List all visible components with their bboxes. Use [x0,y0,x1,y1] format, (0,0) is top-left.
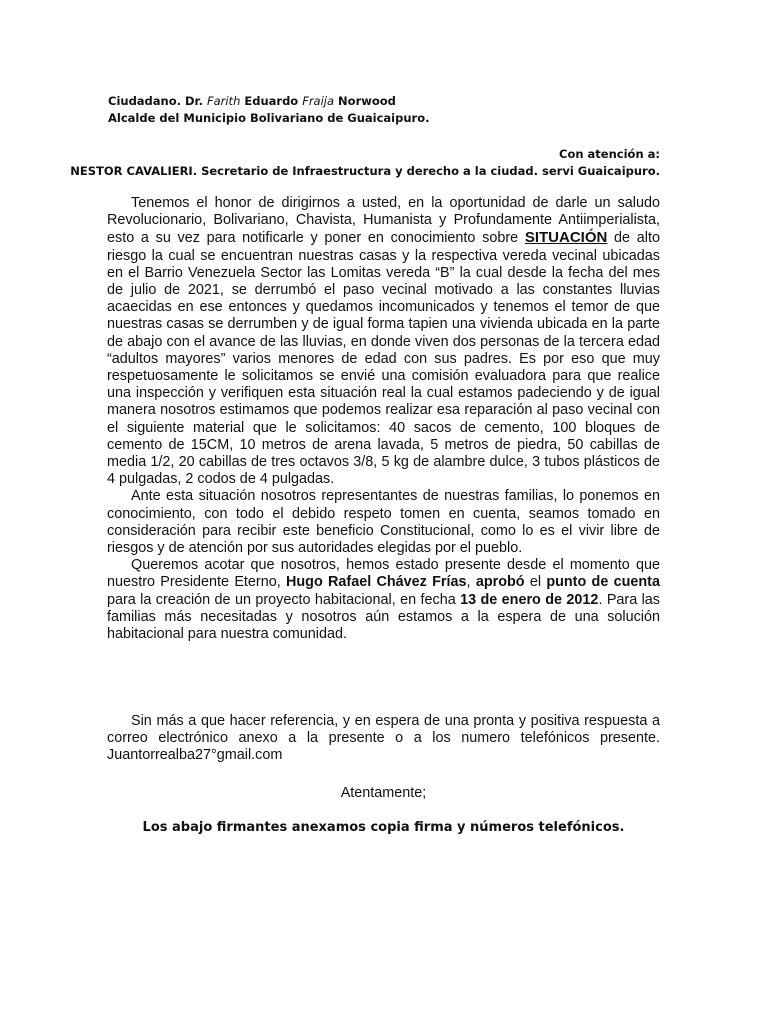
recipient-middle-name: Eduardo [240,94,303,108]
recipient-first-name: Farith [206,94,241,108]
closing-block [107,713,660,765]
recipient-second-surname: Norwood [334,94,396,108]
signatories-note: Los abajo firmantes anexamos copia firma y números telefónicos. [142,820,625,835]
date-emphasis: 13 de enero de 2012 [460,591,599,608]
recipient-name [108,93,668,110]
recipient-block [108,93,668,127]
paragraph-1-intro: Tenemos el honor de dirigirnos a usted, en la oportunidad de darle un saludo Revolucionario, Bolivariano, Chavista, Humanista y Profundamente Antiimperialista, esto a su vez para notificarle y poner en conocimiento sobre [107,195,660,247]
paragraph-3-end: . Para las familias más necesitadas y nosotros aún estamos a la espera de una solución habitacional para nuestra comunidad. [107,591,660,643]
punto-cuenta-emphasis: punto de cuenta [546,574,660,591]
attention-block [60,146,660,180]
closing-paragraph: Sin más a que hacer referencia, y en espera de una pronta y positiva respuesta a correo electrónico anexo a la presente o a los numero telefónicos presente. Juantorrealba27°gmail.com [107,713,660,764]
paragraph-3-sep: , [466,574,476,591]
recipient-title: Ciudadano. Dr. [108,94,207,108]
paragraph-3 [107,557,660,643]
attention-label: Con atención a: [559,147,660,161]
paragraph-3-middle: para la creación de un proyecto habitacional, en fecha [107,591,461,608]
recipient-surname: Fraija [302,94,335,108]
paragraph-2: Ante esta situación nosotros representantes de nuestras familias, lo ponemos en conocimiento, con todo el debido respeto tomen en cuenta, seamos tomado en consideración para recibir este beneficio Constitucional, como lo es el vivir libre de riesgos y de atención por sus autoridades elegidas por el pueblo. [107,488,660,557]
letter-body [107,195,660,643]
president-name: Hugo Rafael Chávez Frías [286,574,467,591]
aprobo-emphasis: aprobó [475,574,525,591]
attention-recipient: NESTOR CAVALIERI. Secretario de Infraestructura y derecho a la ciudad. servi Guaicaipuro. [70,164,660,178]
paragraph-3-article: el [524,574,547,591]
situacion-emphasis: SITUACIÓN [524,229,608,247]
recipient-position: Alcalde del Municipio Bolivariano de Guaicaipuro. [108,111,430,125]
sign-off: Atentamente; [340,785,427,801]
paragraph-1 [107,195,660,488]
paragraph-1-details: de alto riesgo la cual se encuentran nuestras casas y la respectiva vereda vecinal ubicadas en el Barrio Venezuela Sector las Lomitas vereda “B” la cual desde la fecha del mes de julio de 2021, se derrumbó el paso vecinal motivado a las constantes lluvias acaecidas en ese entonces y quedamos incomunicados y tenemos el temor de que nuestras casas se derrumben y de igual forma tapien una vivienda ubicada en la parte de abajo con el avance de las lluvias, en donde viven dos personas de la tercera edad “adultos mayores” varios menores de edad con sus padres. Es por eso que muy respetuosamente le solicitamos se envié una comisión evaluadora para que realice una inspección y verifiquen esta situación real la cual estamos padeciendo y de igual manera nosotros estimamos que podemos realizar esa reparación al paso vecinal con el siguiente material que le solicitamos: 40 sacos de cemento, 100 bloques de cemento de 15CM, 10 metros de arena lavada, 5 metros de piedra, 50 cabillas de media 1/2, 20 cabillas de tres octavos 3/8, 5 kg de alambre dulce, 3 tubos plásticos de 4 pulgadas, 2 codos de 4 pulgadas. [107,230,660,488]
paragraph-3-intro: Queremos acotar que nosotros, hemos estado presente desde el momento que nuestro Presidente Eterno, [107,557,660,591]
